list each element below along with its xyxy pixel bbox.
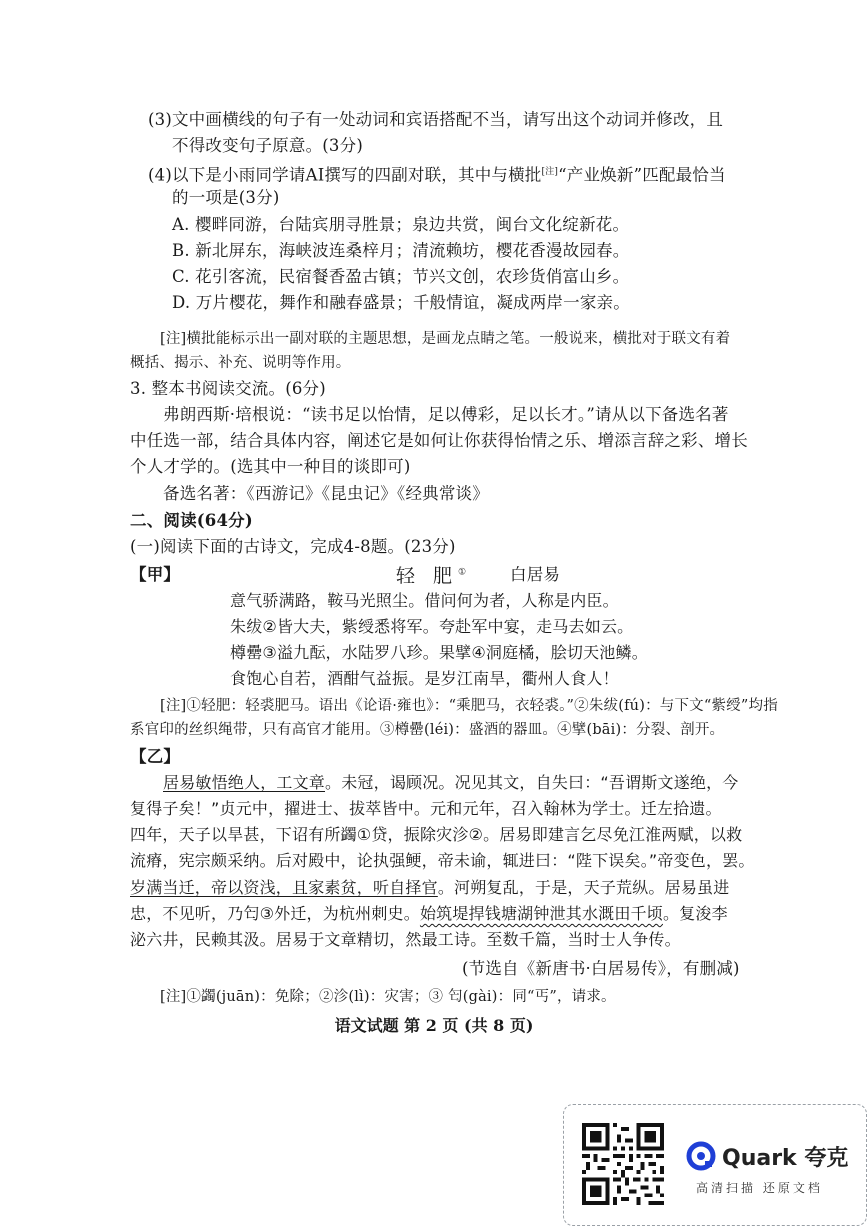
question-4-text-2: “产业焕新”匹配最恰当	[558, 165, 726, 185]
qr-code-icon	[582, 1123, 664, 1205]
section-2-heading: 二、阅读(64分)	[130, 511, 253, 530]
note-2-line-1: [注]①轻肥：轻裘肥马。语出《论语·雍也》：“乘肥马，衣轻裘。”②朱绂(fú)：与下文“紫绶”均指	[160, 698, 778, 714]
prose-line-4: 流瘠，宪宗颇采纳。后对殿中，论执强鲠，帝未谕，辄进曰：“陛下误矣。”帝变色，罢。	[130, 851, 755, 870]
section-3-para-2: 中任选一部，结合具体内容，阐述它是如何让你获得怡情之乐、增添言辞之彩、增长	[130, 431, 748, 450]
subsection-1-heading: (一)阅读下面的古诗文，完成4-8题。(23分)	[130, 537, 456, 556]
prose-line-6	[130, 902, 728, 926]
underlined-sentence-1: 居易敏悟绝人，工文章	[163, 773, 326, 792]
prose-line-7: 泌六井，民赖其汲。居易于文章精切，然最工诗。至数千篇，当时士人争传。	[130, 930, 681, 949]
note-2-line-2: 系官印的丝织绳带，只有高官才能用。③樽罍(léi)：盛酒的器皿。④擘(bāi)：分裂、剖开。	[130, 722, 725, 738]
prose-line-1-rest: 。未冠，谒顾况。况见其文，自失曰：“吾谓斯文遂绝，今	[325, 773, 739, 792]
quark-watermark-card	[563, 1104, 867, 1226]
source-citation: (节选自《新唐书·白居易传》，有删减)	[462, 959, 740, 978]
section-3-para-1: 弗朗西斯·培根说：“读书足以怡情，足以傅彩，足以长才。”请从以下备选名著	[163, 405, 729, 424]
prose-line-2: 复得子矣！”贞元中，擢进士、拔萃皆中。元和元年，召入翰林为学士。迁左拾遗。	[130, 799, 722, 818]
page-footer: 语文试题 第 2 页 (共 8 页)	[334, 1016, 534, 1035]
question-4-text: (4)以下是小雨同学请AI撰写的四副对联，其中与横批	[148, 165, 542, 185]
quark-logo	[686, 1139, 848, 1173]
poem-line-4: 食饱心自若，酒酣气益振。是岁江南旱，衢州人食人！	[230, 669, 619, 688]
poem-author: 白居易	[510, 565, 561, 584]
option-d: D. 万片樱花，舞作和融春盛景；千般情谊，凝成两岸一家亲。	[172, 293, 630, 312]
section-3-heading: 3. 整本书阅读交流。(6分)	[130, 379, 326, 398]
option-c: C. 花引客流，民宿餐香盈古镇；节兴文创，农珍货俏富山乡。	[172, 267, 630, 286]
poem-title	[396, 561, 466, 588]
poem-line-3: 樽罍③溢九酝，水陆罗八珍。果擘④洞庭橘，脍切天池鳞。	[230, 643, 648, 662]
quark-slogan: 高清扫描 还原文档	[696, 1181, 823, 1195]
option-a: A. 樱畔同游，台陆宾朋寻胜景；泉边共赏，闽台文化绽新花。	[172, 215, 630, 234]
prose-line-3: 四年，天子以旱甚，下诏有所蠲①贷，振除灾沴②。居易即建言乞尽免江淮两赋，以救	[130, 825, 743, 844]
wavy-underlined-sentence: 始筑堤捍钱塘湖钟泄其水溉田千顷	[419, 904, 663, 923]
prose-line-6-end: 。复浚李	[662, 904, 728, 923]
quark-brand-name: Quark 夸克	[722, 1145, 849, 1171]
question-3-line-1: (3)文中画横线的句子有一处动词和宾语搭配不当，请写出这个动词并修改，且	[148, 110, 724, 129]
prose-line-6-start: 忠，不见听，乃匄③外迁，为杭州刺史。	[130, 904, 420, 923]
section-3-para-3: 个人才学的。(选其中一种目的谈即可)	[130, 457, 411, 476]
underlined-sentence-2: 岁满当迁，帝以资浅，且家素贫，听自择官	[130, 878, 438, 897]
question-3-line-2: 不得改变句子原意。(3分)	[172, 136, 363, 155]
poem-line-1: 意气骄满路，鞍马光照尘。借问何为者，人称是内臣。	[230, 591, 619, 610]
part-jia-label: 【甲】	[130, 565, 181, 584]
prose-line-5-rest: 。河朔复乱，于是，天子荒纵。居易虽进	[437, 878, 730, 897]
quark-logo-icon	[686, 1141, 716, 1171]
option-b: B. 新北屏东，海峡波连桑梓月；清流赖坊，樱花香漫故园春。	[172, 241, 630, 260]
section-3-books: 备选名著：《西游记》《昆虫记》《经典常谈》	[163, 484, 489, 503]
poem-line-2: 朱绂②皆大夫，紫绶悉将军。夸赴军中宴，走马去如云。	[230, 617, 634, 636]
prose-line-5	[130, 876, 729, 900]
note-1-line-2: 概括、揭示、补充、说明等作用。	[130, 355, 351, 371]
poem-title-note: ①	[458, 567, 467, 578]
question-4-line-2: 的一项是(3分)	[172, 188, 280, 207]
note-3: [注]①蠲(juān)：免除；②沴(lì)：灾害；③ 匄(gài)：同“丐”，请求。	[160, 989, 616, 1005]
part-yi-label: 【乙】	[130, 747, 181, 766]
prose-line-1	[163, 771, 739, 795]
note-1-line-1: [注]横批能标示出一副对联的主题思想，是画龙点睛之笔。一般说来，横批对于联文有着	[160, 331, 731, 347]
question-4-line-1	[148, 160, 726, 188]
poem-title-text: 轻 肥	[396, 565, 459, 587]
note-marker: [注]	[541, 167, 559, 177]
